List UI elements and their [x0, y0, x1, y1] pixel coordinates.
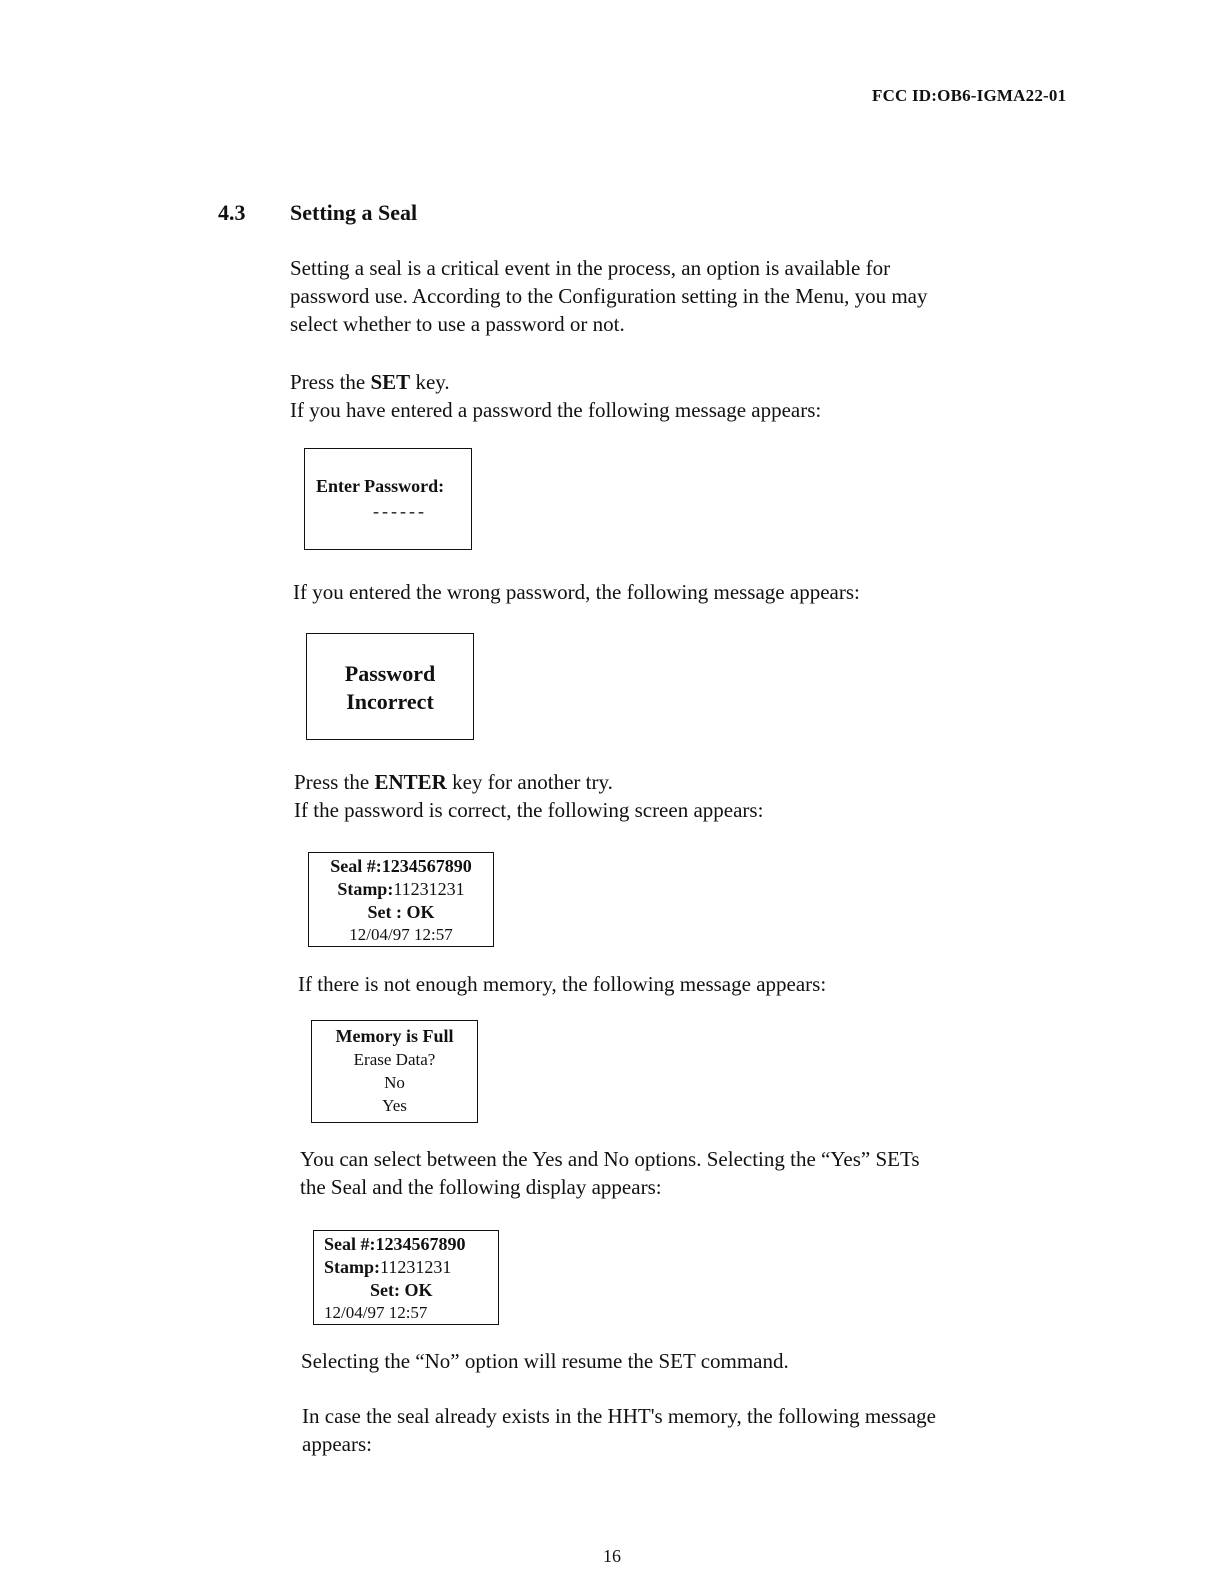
erase-data-line: Erase Data? — [353, 1050, 436, 1069]
intro-line: password use. According to the Configuration setting in the Menu, you may — [290, 284, 928, 308]
incorrect-line-1: Password — [344, 661, 436, 686]
wrong-password-text: If you entered the wrong password, the following message appears: — [293, 580, 860, 604]
intro-paragraph — [290, 254, 928, 338]
lcd-memory-full — [311, 1020, 478, 1123]
memory-full-text: If there is not enough memory, the following message appears: — [298, 972, 827, 996]
press-set-line — [290, 368, 821, 396]
seal-exists-line: appears: — [302, 1432, 372, 1456]
enter-key-label: ENTER — [374, 770, 447, 794]
datetime-row: 12/04/97 12:57 — [349, 925, 453, 944]
if-correct-line: If the password is correct, the following screen appears: — [294, 798, 764, 822]
set-key-label: SET — [370, 370, 411, 394]
seal-value: 1234567890 — [375, 1234, 466, 1254]
section-number: 4.3 — [218, 200, 246, 225]
seal-number-row — [314, 1233, 498, 1256]
password-mask: ------ — [373, 501, 427, 521]
stamp-value: 11231231 — [380, 1257, 452, 1277]
set-status-row: Set : OK — [367, 902, 435, 922]
intro-line: Setting a seal is a critical event in the process, an option is available for — [290, 256, 891, 280]
press-enter-post: key for another try. — [446, 770, 613, 794]
option-yes: Yes — [382, 1096, 407, 1115]
memory-full-line: Memory is Full — [335, 1026, 454, 1046]
option-no: No — [384, 1073, 405, 1092]
datetime-row: 12/04/97 12:57 — [324, 1303, 428, 1322]
stamp-label: Stamp: — [324, 1257, 381, 1277]
press-set-instruction — [290, 368, 821, 424]
section-title: Setting a Seal — [290, 200, 418, 225]
incorrect-line-2: Incorrect — [346, 689, 434, 714]
intro-line: select whether to use a password or not. — [290, 312, 625, 336]
seal-exists-line: In case the seal already exists in the HHT's memory, the following message — [302, 1404, 936, 1428]
select-line: the Seal and the following display appears: — [300, 1175, 662, 1199]
selecting-no-text: Selecting the “No” option will resume the SET command. — [301, 1349, 789, 1373]
press-enter-line — [294, 768, 763, 796]
seal-number-row — [309, 855, 493, 878]
stamp-value: 11231231 — [393, 879, 465, 899]
select-options-paragraph — [300, 1145, 920, 1201]
press-set-post: key. — [410, 370, 450, 394]
seal-exists-paragraph — [302, 1402, 936, 1458]
seal-value: 1234567890 — [381, 856, 472, 876]
enter-password-label: Enter Password: — [316, 476, 445, 496]
lcd-enter-password — [304, 448, 472, 550]
select-line: You can select between the Yes and No options. Selecting the “Yes” SETs — [300, 1147, 920, 1171]
lcd-seal-set-2 — [313, 1230, 499, 1325]
press-enter-instruction — [294, 768, 763, 824]
fcc-id-header: FCC ID:OB6-IGMA22-01 — [872, 86, 1067, 105]
seal-label: Seal #: — [330, 856, 382, 876]
set-status-row: Set: OK — [370, 1280, 433, 1300]
seal-label: Seal #: — [324, 1234, 376, 1254]
lcd-seal-set-1 — [308, 852, 494, 947]
if-password-line: If you have entered a password the following message appears: — [290, 398, 822, 422]
press-enter-pre: Press the — [294, 770, 375, 794]
page-number: 16 — [603, 1546, 621, 1566]
press-set-pre: Press the — [290, 370, 371, 394]
stamp-row — [314, 1256, 498, 1279]
lcd-password-incorrect — [306, 633, 474, 740]
stamp-row — [309, 878, 493, 901]
stamp-label: Stamp: — [337, 879, 394, 899]
